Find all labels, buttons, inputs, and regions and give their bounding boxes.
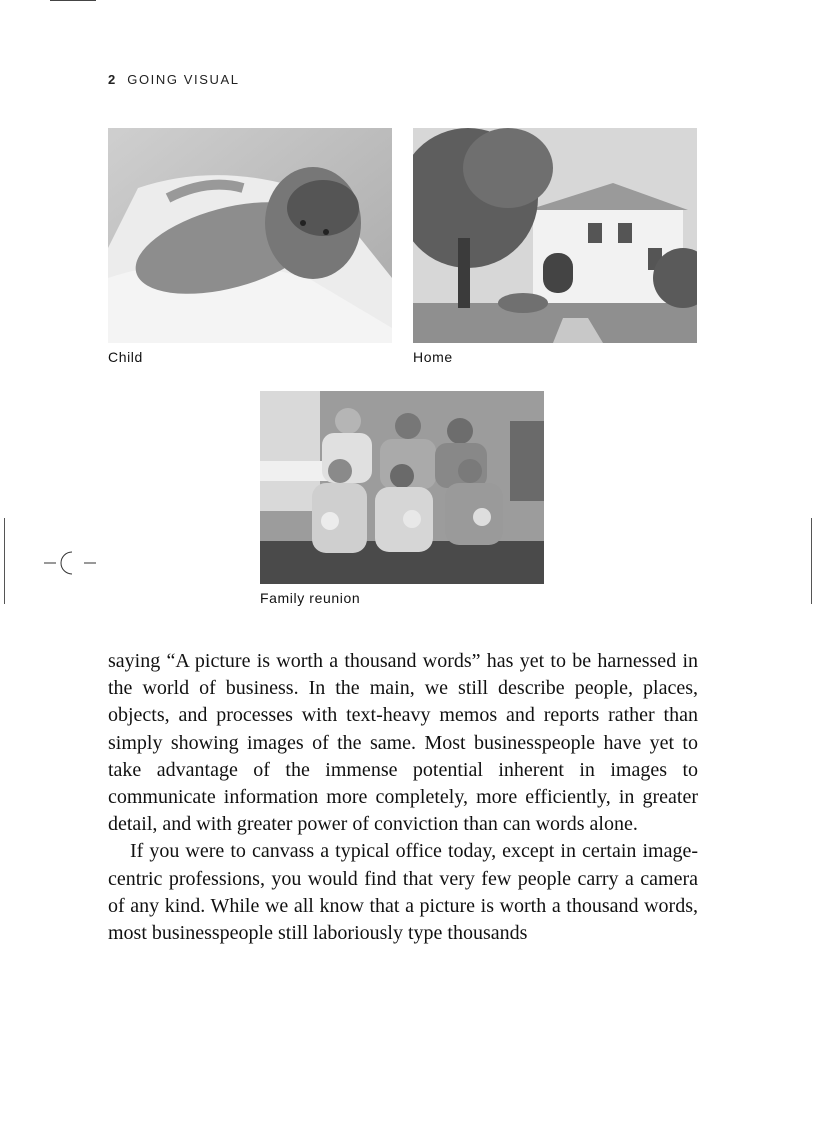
registration-mark-icon xyxy=(44,546,96,580)
body-text xyxy=(108,648,698,947)
child-photo xyxy=(108,128,392,343)
paragraph-2: If you were to canvass a typical office today, except in certain image-centric professions, you would find that very few people carry a camera of any kind. While we all know that a picture is worth a thousand words, most businesspeople still laboriously type thousands xyxy=(108,840,698,945)
page-number: 2 xyxy=(108,72,116,87)
crop-mark-left xyxy=(4,518,5,604)
caption-child: Child xyxy=(108,349,143,365)
family-reunion-photo xyxy=(260,391,544,584)
paragraph-1: saying “A picture is worth a thousand words” has yet to be harnessed in the world of business. In the main, we still describe people, places, objects, and processes with text-heavy memos and reports rather than simply showing images of the same. Most businesspeople have yet to take advantage of the immense potential inherent in images to communicate information more completely, more efficiently, in greater detail, and with greater power of conviction than can words alone. xyxy=(108,650,698,836)
caption-family-reunion: Family reunion xyxy=(260,590,361,606)
running-head xyxy=(108,72,240,87)
crop-mark-right xyxy=(811,518,812,604)
running-title: GOING VISUAL xyxy=(127,72,240,87)
caption-home: Home xyxy=(413,349,453,365)
home-photo xyxy=(413,128,697,343)
crop-mark-top xyxy=(50,0,96,1)
